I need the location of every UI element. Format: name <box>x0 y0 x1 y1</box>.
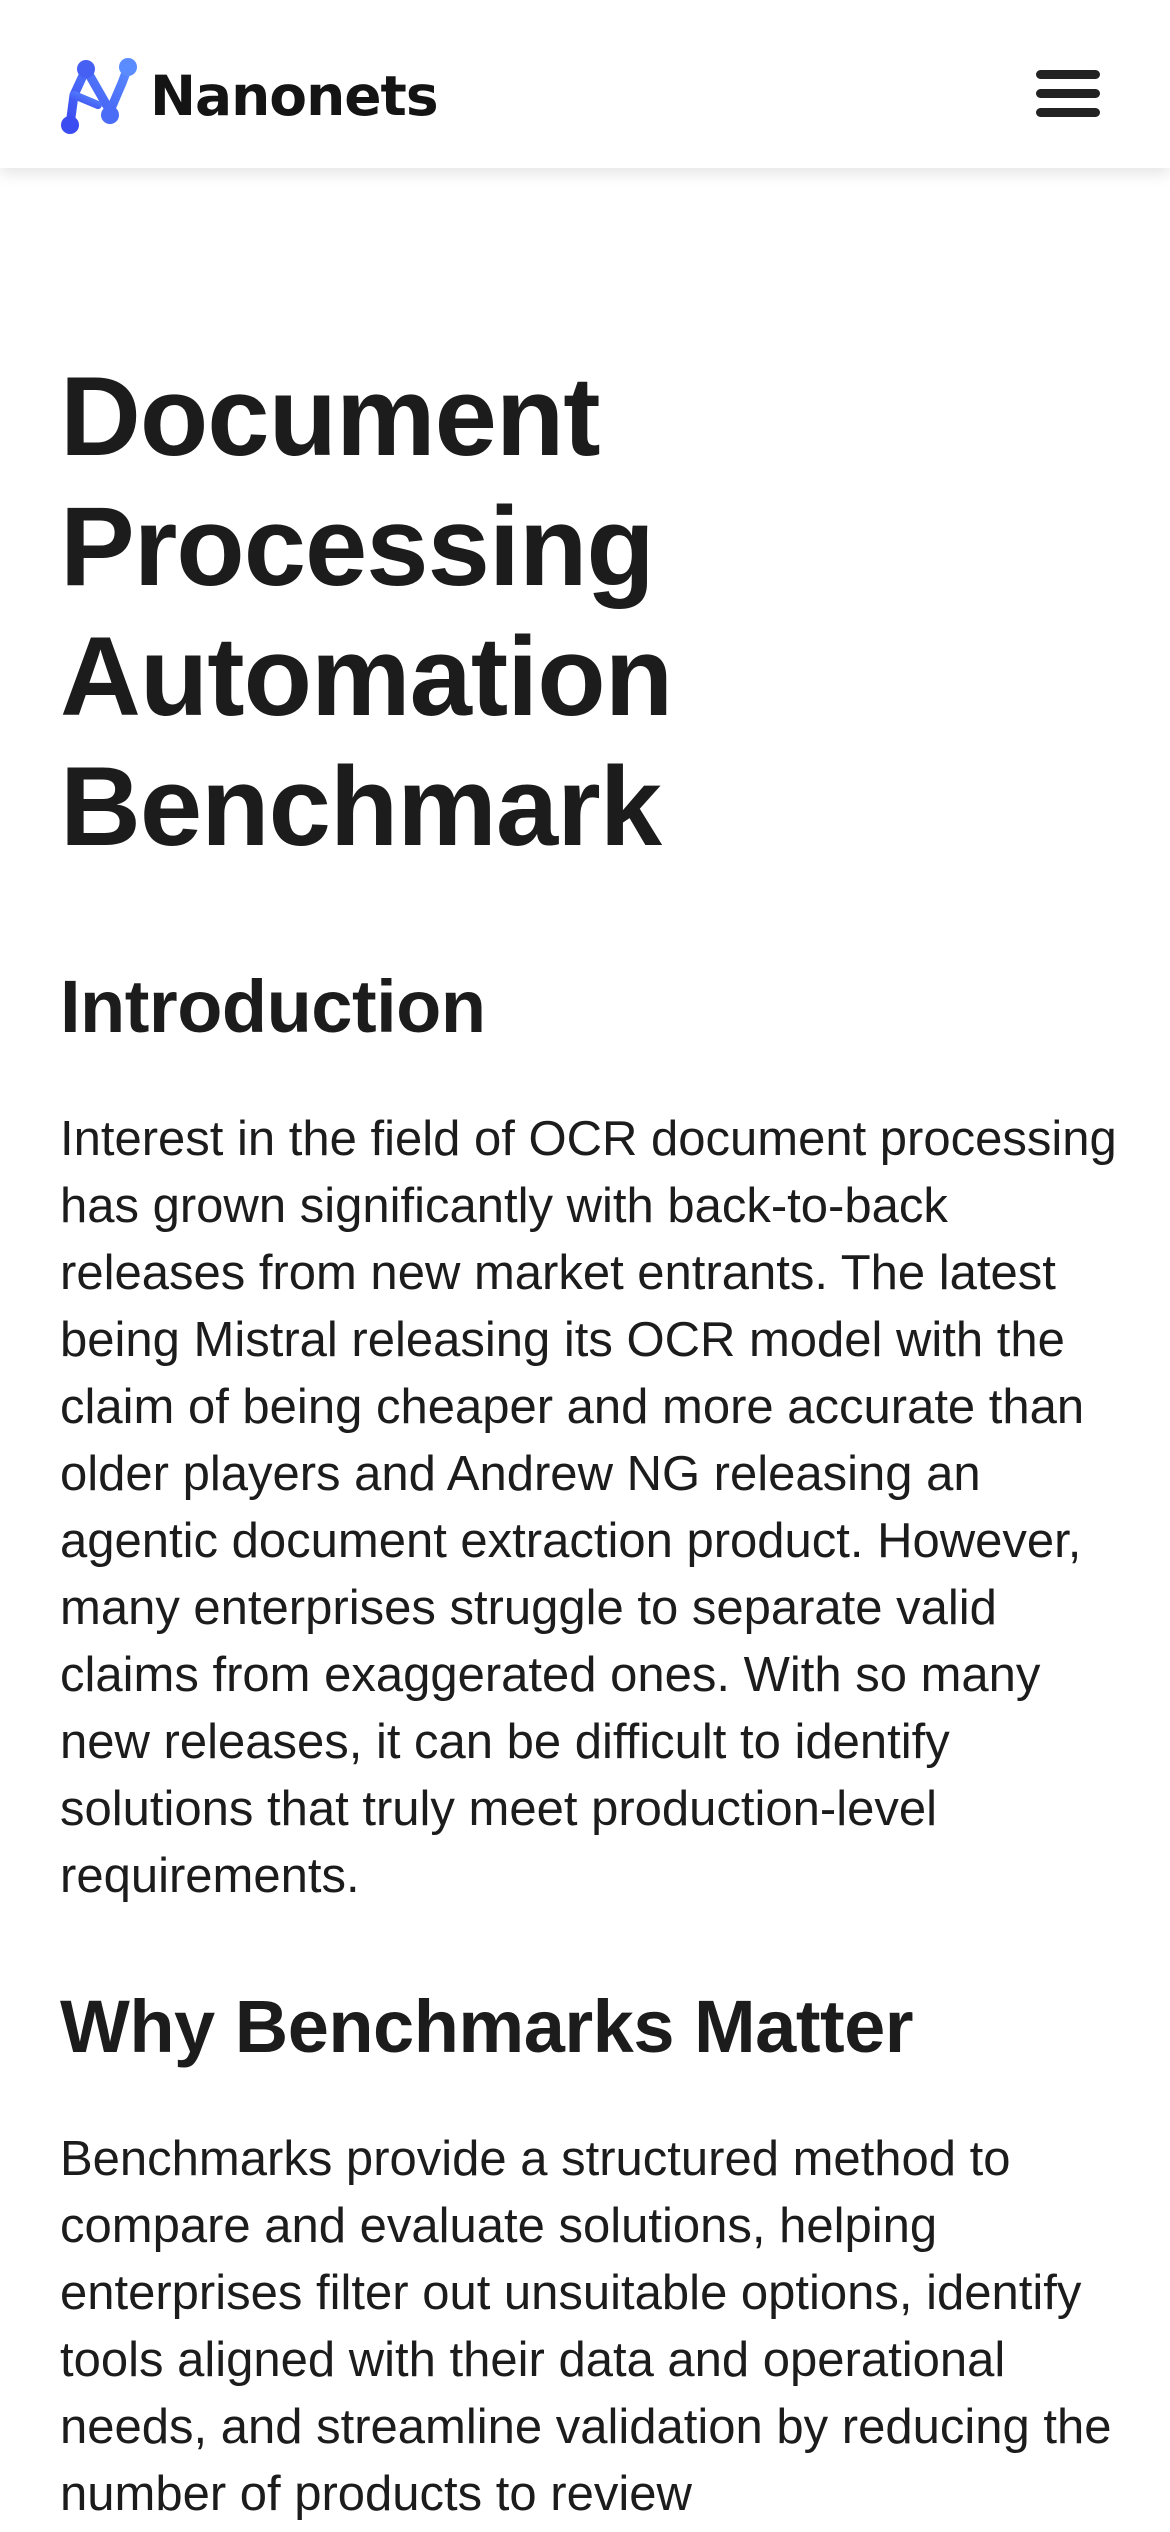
article-content <box>60 352 1120 2528</box>
section-heading-why-benchmarks-matter: Why Benchmarks Matter <box>60 1985 914 2068</box>
section-paragraph-introduction: Interest in the field of OCR document processing has grown significantly with back-to-back releases from new market entrants. The latest being Mistral releasing its OCR model with the claim of being cheaper and more accurate than older players and Andrew NG releasing an agentic document extraction product. However, many enterprises struggle to separate valid claims from exaggerated ones. With so many new releases, it can be difficult to identify solutions that truly meet production-level requirements. <box>60 1112 1117 1903</box>
menu-bar-middle <box>1036 89 1100 98</box>
brand-name: Nanonets <box>150 63 438 128</box>
section-heading-introduction: Introduction <box>60 965 486 1048</box>
section-paragraph-why-benchmarks-matter: Benchmarks provide a structured method to compare and evaluate solutions, helping enterprises filter out unsuitable options, identify tools aligned with their data and operational needs, and streamline validation by reducing the number of products to review <box>60 2132 1112 2521</box>
page-title: Document Processing Automation Benchmark <box>60 354 673 869</box>
nanonets-logo-icon <box>58 55 140 137</box>
menu-bar-bottom <box>1036 108 1100 117</box>
hamburger-menu-icon[interactable] <box>1036 68 1100 120</box>
menu-bar-top <box>1036 70 1100 79</box>
brand-logo-link[interactable] <box>58 54 438 138</box>
top-navigation-bar <box>0 0 1170 168</box>
